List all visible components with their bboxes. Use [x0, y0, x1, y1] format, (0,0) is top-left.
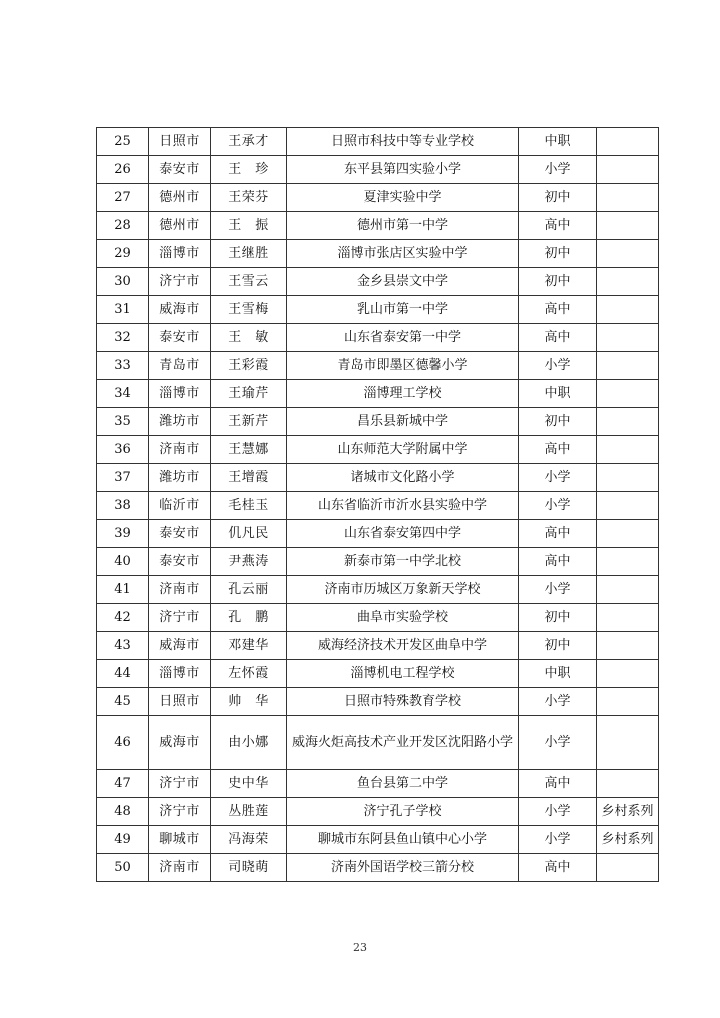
city-cell: 临沂市	[149, 492, 211, 520]
row-number: 46	[97, 716, 149, 770]
note-cell	[597, 156, 659, 184]
school-cell: 青岛市即墨区德馨小学	[287, 352, 519, 380]
city-cell: 济宁市	[149, 798, 211, 826]
row-number: 50	[97, 854, 149, 882]
row-number: 29	[97, 240, 149, 268]
note-cell: 乡村系列	[597, 798, 659, 826]
level-cell: 初中	[519, 604, 597, 632]
name-cell: 冯海荣	[211, 826, 287, 854]
level-cell: 中职	[519, 380, 597, 408]
name-cell: 王 振	[211, 212, 287, 240]
school-cell: 日照市科技中等专业学校	[287, 128, 519, 156]
school-cell: 山东省泰安第一中学	[287, 324, 519, 352]
roster-table	[96, 127, 659, 882]
row-number: 42	[97, 604, 149, 632]
school-cell: 日照市特殊教育学校	[287, 688, 519, 716]
name-cell: 由小娜	[211, 716, 287, 770]
name-cell: 王继胜	[211, 240, 287, 268]
school-cell: 淄博市张店区实验中学	[287, 240, 519, 268]
note-cell: 乡村系列	[597, 826, 659, 854]
school-cell: 德州市第一中学	[287, 212, 519, 240]
table-row	[97, 436, 659, 464]
note-cell	[597, 240, 659, 268]
table-row	[97, 576, 659, 604]
row-number: 41	[97, 576, 149, 604]
level-cell: 小学	[519, 798, 597, 826]
row-number: 44	[97, 660, 149, 688]
name-cell: 丛胜莲	[211, 798, 287, 826]
name-cell: 司晓萌	[211, 854, 287, 882]
level-cell: 小学	[519, 464, 597, 492]
name-cell: 邓建华	[211, 632, 287, 660]
name-cell: 王新芹	[211, 408, 287, 436]
level-cell: 小学	[519, 576, 597, 604]
city-cell: 德州市	[149, 212, 211, 240]
note-cell	[597, 854, 659, 882]
row-number: 27	[97, 184, 149, 212]
city-cell: 德州市	[149, 184, 211, 212]
school-cell: 淄博机电工程学校	[287, 660, 519, 688]
table-row	[97, 212, 659, 240]
row-number: 40	[97, 548, 149, 576]
level-cell: 小学	[519, 826, 597, 854]
city-cell: 聊城市	[149, 826, 211, 854]
table-row	[97, 380, 659, 408]
note-cell	[597, 184, 659, 212]
name-cell: 孔云丽	[211, 576, 287, 604]
table-row	[97, 716, 659, 770]
name-cell: 仉凡民	[211, 520, 287, 548]
city-cell: 青岛市	[149, 352, 211, 380]
school-cell: 济宁孔子学校	[287, 798, 519, 826]
row-number: 47	[97, 770, 149, 798]
city-cell: 日照市	[149, 688, 211, 716]
city-cell: 泰安市	[149, 156, 211, 184]
school-cell: 济南市历城区万象新天学校	[287, 576, 519, 604]
school-cell: 山东省临沂市沂水县实验中学	[287, 492, 519, 520]
table-row	[97, 128, 659, 156]
row-number: 33	[97, 352, 149, 380]
level-cell: 初中	[519, 240, 597, 268]
row-number: 37	[97, 464, 149, 492]
level-cell: 初中	[519, 408, 597, 436]
level-cell: 高中	[519, 212, 597, 240]
table-row	[97, 156, 659, 184]
name-cell: 王增霞	[211, 464, 287, 492]
school-cell: 淄博理工学校	[287, 380, 519, 408]
name-cell: 毛桂玉	[211, 492, 287, 520]
note-cell	[597, 324, 659, 352]
city-cell: 泰安市	[149, 548, 211, 576]
row-number: 43	[97, 632, 149, 660]
level-cell: 初中	[519, 632, 597, 660]
note-cell	[597, 128, 659, 156]
note-cell	[597, 576, 659, 604]
city-cell: 淄博市	[149, 380, 211, 408]
school-cell: 东平县第四实验小学	[287, 156, 519, 184]
table-row	[97, 854, 659, 882]
name-cell: 史中华	[211, 770, 287, 798]
table-row	[97, 352, 659, 380]
note-cell	[597, 520, 659, 548]
row-number: 38	[97, 492, 149, 520]
table-row	[97, 408, 659, 436]
city-cell: 济宁市	[149, 770, 211, 798]
school-cell: 诸城市文化路小学	[287, 464, 519, 492]
name-cell: 孔 鹏	[211, 604, 287, 632]
level-cell: 小学	[519, 352, 597, 380]
level-cell: 小学	[519, 492, 597, 520]
city-cell: 潍坊市	[149, 464, 211, 492]
row-number: 34	[97, 380, 149, 408]
level-cell: 中职	[519, 128, 597, 156]
note-cell	[597, 212, 659, 240]
city-cell: 济南市	[149, 854, 211, 882]
note-cell	[597, 380, 659, 408]
note-cell	[597, 268, 659, 296]
note-cell	[597, 716, 659, 770]
row-number: 49	[97, 826, 149, 854]
row-number: 30	[97, 268, 149, 296]
row-number: 35	[97, 408, 149, 436]
note-cell	[597, 604, 659, 632]
table-row	[97, 770, 659, 798]
level-cell: 小学	[519, 716, 597, 770]
level-cell: 中职	[519, 660, 597, 688]
note-cell	[597, 660, 659, 688]
table-row	[97, 798, 659, 826]
row-number: 25	[97, 128, 149, 156]
table-row	[97, 688, 659, 716]
city-cell: 泰安市	[149, 520, 211, 548]
note-cell	[597, 632, 659, 660]
table-row	[97, 660, 659, 688]
city-cell: 淄博市	[149, 660, 211, 688]
level-cell: 小学	[519, 156, 597, 184]
table-row	[97, 296, 659, 324]
table-row	[97, 492, 659, 520]
name-cell: 尹燕涛	[211, 548, 287, 576]
table-row	[97, 520, 659, 548]
city-cell: 济宁市	[149, 268, 211, 296]
name-cell: 王 敏	[211, 324, 287, 352]
table-row	[97, 240, 659, 268]
note-cell	[597, 464, 659, 492]
table-row	[97, 184, 659, 212]
level-cell: 初中	[519, 184, 597, 212]
level-cell: 高中	[519, 548, 597, 576]
note-cell	[597, 688, 659, 716]
level-cell: 高中	[519, 770, 597, 798]
name-cell: 左怀霞	[211, 660, 287, 688]
name-cell: 王瑜芹	[211, 380, 287, 408]
note-cell	[597, 408, 659, 436]
city-cell: 潍坊市	[149, 408, 211, 436]
city-cell: 济南市	[149, 576, 211, 604]
school-cell: 山东师范大学附属中学	[287, 436, 519, 464]
school-cell: 金乡县崇文中学	[287, 268, 519, 296]
level-cell: 高中	[519, 436, 597, 464]
city-cell: 威海市	[149, 716, 211, 770]
school-cell: 新泰市第一中学北校	[287, 548, 519, 576]
level-cell: 高中	[519, 324, 597, 352]
row-number: 31	[97, 296, 149, 324]
row-number: 48	[97, 798, 149, 826]
table-row	[97, 604, 659, 632]
row-number: 32	[97, 324, 149, 352]
school-cell: 威海火炬高技术产业开发区沈阳路小学	[287, 716, 519, 770]
school-cell: 昌乐县新城中学	[287, 408, 519, 436]
name-cell: 王慧娜	[211, 436, 287, 464]
city-cell: 济南市	[149, 436, 211, 464]
table-row	[97, 826, 659, 854]
row-number: 26	[97, 156, 149, 184]
school-cell: 乳山市第一中学	[287, 296, 519, 324]
level-cell: 初中	[519, 268, 597, 296]
row-number: 39	[97, 520, 149, 548]
row-number: 36	[97, 436, 149, 464]
note-cell	[597, 548, 659, 576]
note-cell	[597, 436, 659, 464]
table-row	[97, 324, 659, 352]
name-cell: 王荣芬	[211, 184, 287, 212]
city-cell: 威海市	[149, 296, 211, 324]
school-cell: 聊城市东阿县鱼山镇中心小学	[287, 826, 519, 854]
school-cell: 鱼台县第二中学	[287, 770, 519, 798]
name-cell: 王雪云	[211, 268, 287, 296]
roster-table-body	[97, 128, 659, 882]
school-cell: 夏津实验中学	[287, 184, 519, 212]
note-cell	[597, 352, 659, 380]
city-cell: 济宁市	[149, 604, 211, 632]
school-cell: 山东省泰安第四中学	[287, 520, 519, 548]
name-cell: 王彩霞	[211, 352, 287, 380]
level-cell: 高中	[519, 296, 597, 324]
note-cell	[597, 770, 659, 798]
name-cell: 王承才	[211, 128, 287, 156]
city-cell: 淄博市	[149, 240, 211, 268]
level-cell: 高中	[519, 854, 597, 882]
row-number: 45	[97, 688, 149, 716]
row-number: 28	[97, 212, 149, 240]
school-cell: 济南外国语学校三箭分校	[287, 854, 519, 882]
school-cell: 曲阜市实验学校	[287, 604, 519, 632]
city-cell: 泰安市	[149, 324, 211, 352]
table-row	[97, 268, 659, 296]
level-cell: 小学	[519, 688, 597, 716]
name-cell: 帅 华	[211, 688, 287, 716]
school-cell: 威海经济技术开发区曲阜中学	[287, 632, 519, 660]
level-cell: 高中	[519, 520, 597, 548]
city-cell: 日照市	[149, 128, 211, 156]
city-cell: 威海市	[149, 632, 211, 660]
page-number: 23	[353, 941, 367, 954]
note-cell	[597, 492, 659, 520]
table-row	[97, 464, 659, 492]
name-cell: 王雪梅	[211, 296, 287, 324]
table-row	[97, 632, 659, 660]
name-cell: 王 珍	[211, 156, 287, 184]
table-row	[97, 548, 659, 576]
note-cell	[597, 296, 659, 324]
